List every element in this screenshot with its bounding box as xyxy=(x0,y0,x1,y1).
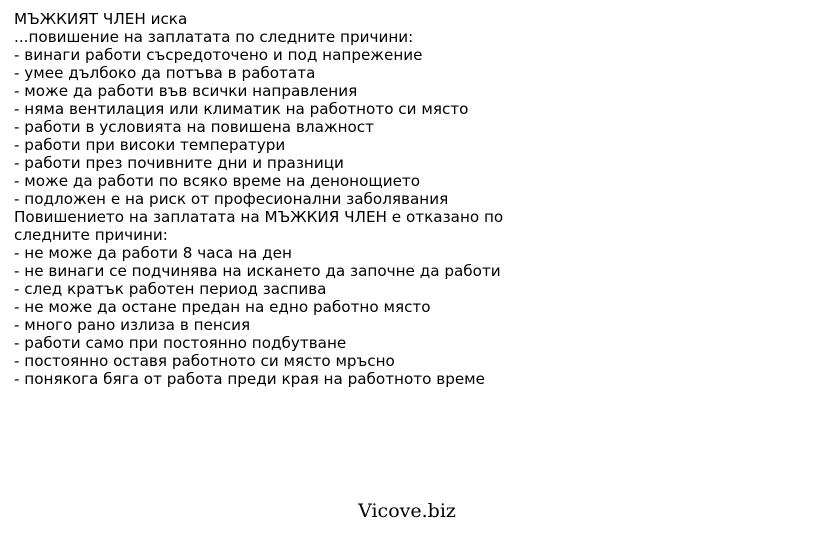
text-line: - може да работи по всяко време на денонощието xyxy=(14,172,421,190)
text-line: - понякога бяга от работа преди края на работното време xyxy=(14,370,485,388)
text-line: - няма вентилация или климатик на работното си място xyxy=(14,100,469,118)
text-line: - не може да работи 8 часа на ден xyxy=(14,244,292,262)
text-line: - работи в условията на повишена влажност xyxy=(14,118,374,136)
text-line: - не винаги се подчинява на искането да започне да работи xyxy=(14,262,501,280)
text-line: - постоянно оставя работното си място мръсно xyxy=(14,352,395,370)
site-credit-watermark: Vicove.biz xyxy=(358,500,456,522)
text-line: - много рано излиза в пенсия xyxy=(14,316,251,334)
text-line: - работи при високи температури xyxy=(14,136,286,154)
text-line: - след кратък работен период заспива xyxy=(14,280,327,298)
text-line: - не може да остане предан на едно работно място xyxy=(14,298,431,316)
text-line: - винаги работи съсредоточено и под напрежение xyxy=(14,46,423,64)
text-line: - умее дълбоко да потъва в работата xyxy=(14,64,316,82)
text-line: МЪЖКИЯТ ЧЛЕН иска xyxy=(14,10,188,28)
text-line: - работи само при постоянно подбутване xyxy=(14,334,347,352)
text-line: следните причини: xyxy=(14,226,168,244)
joke-text-block xyxy=(14,10,814,388)
text-line: - подложен е на риск от професионални заболявания xyxy=(14,190,449,208)
text-line: Повишението на заплатата на МЪЖКИЯ ЧЛЕН е отказано по xyxy=(14,208,504,226)
text-line: - може да работи във всички направления xyxy=(14,82,358,100)
text-line: ...повишение на заплатата по следните причини: xyxy=(14,28,414,46)
text-line: - работи през почивните дни и празници xyxy=(14,154,344,172)
